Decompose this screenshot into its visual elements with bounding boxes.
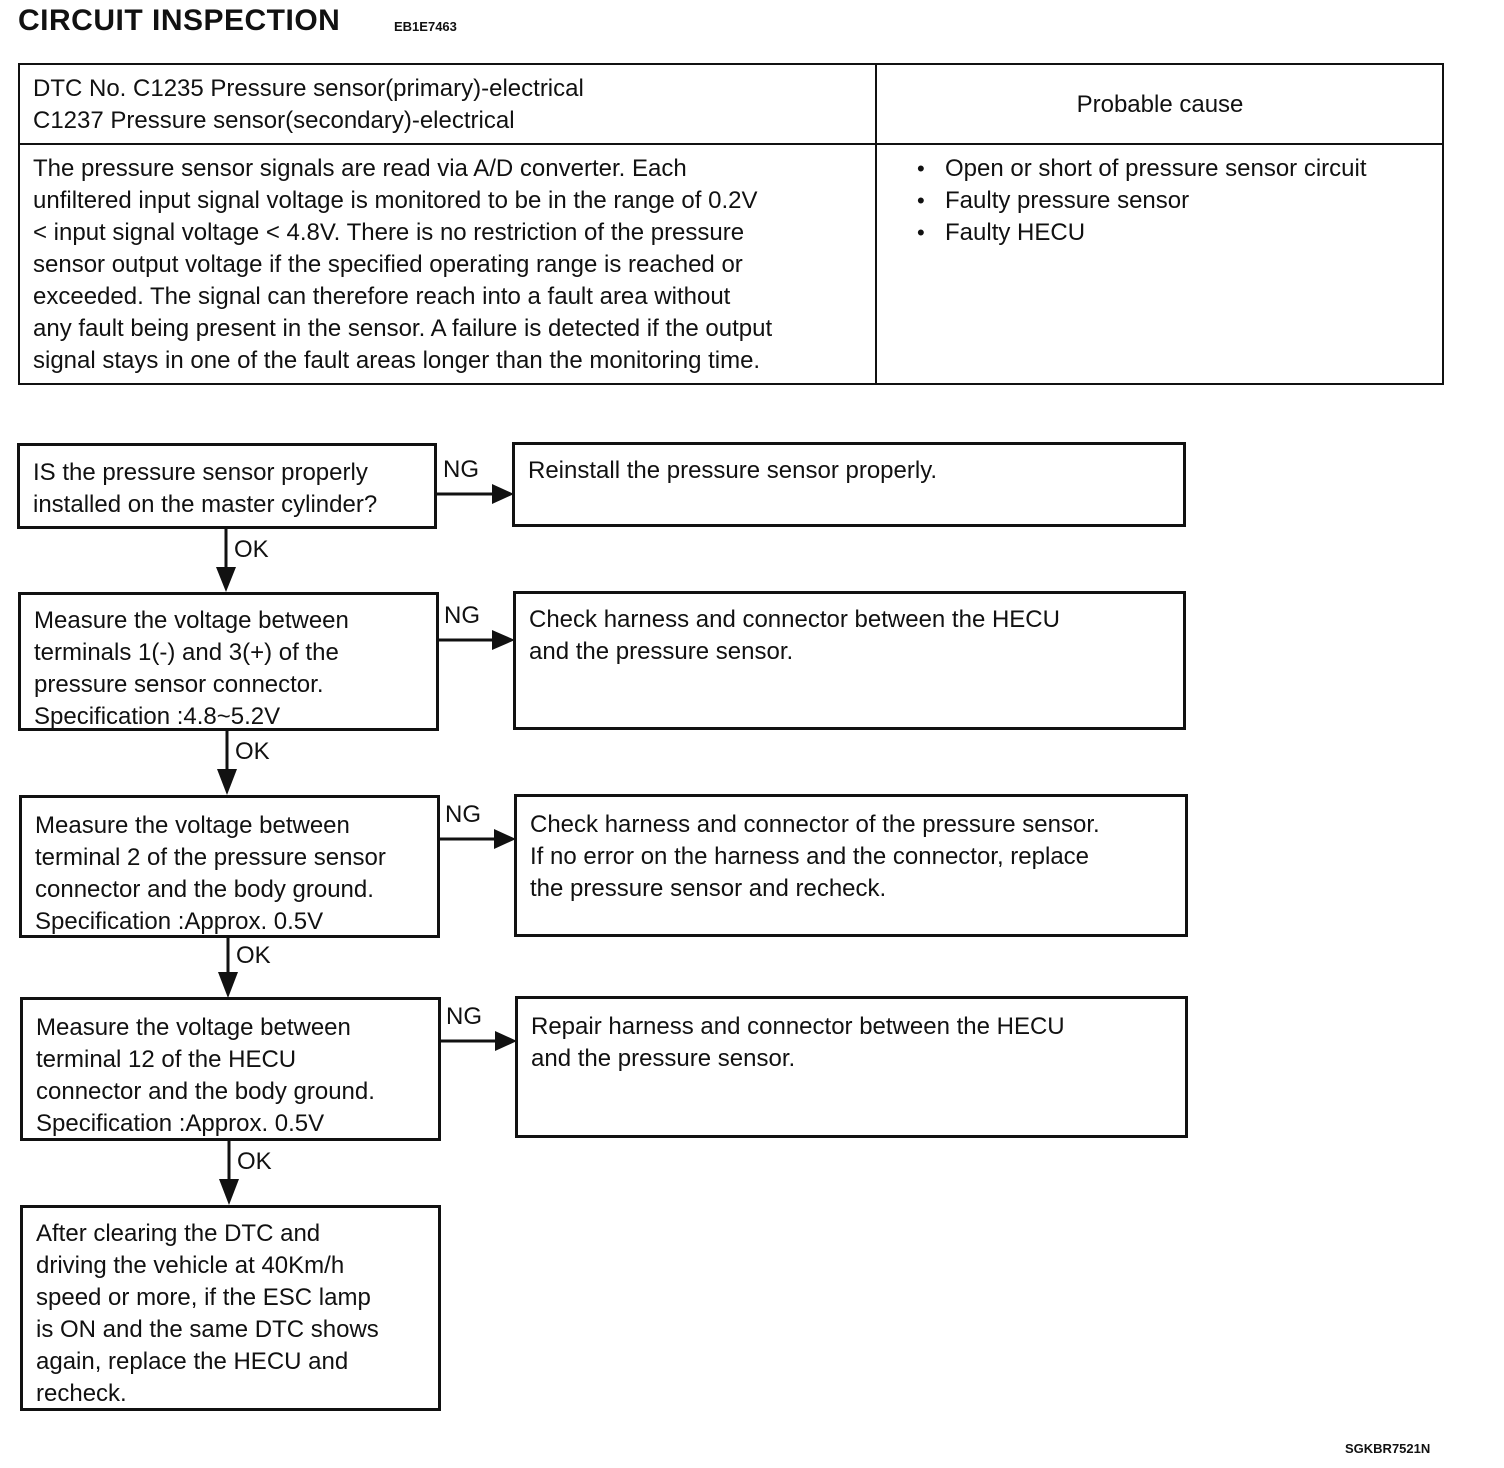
ng-arrow-4	[440, 1031, 517, 1051]
description-line: signal stays in one of the fault areas longer than the monitoring time.	[33, 347, 761, 374]
check-step-text: terminals 1(-) and 3(+) of the	[34, 639, 339, 666]
check-step-text: pressure sensor connector.	[34, 671, 324, 698]
ng-action-text: the pressure sensor and recheck.	[530, 875, 887, 902]
dtc-line-1: DTC No. C1235 Pressure sensor(primary)-electrical	[33, 75, 584, 102]
figure-code: SGKBR7521N	[1345, 1441, 1431, 1456]
ok-label-1: OK	[234, 536, 269, 563]
check-step-4	[20, 997, 441, 1141]
description-line: exceeded. The signal can therefore reach into a fault area without	[33, 283, 731, 310]
page-title: CIRCUIT INSPECTION	[18, 4, 341, 37]
ng-action-4	[515, 996, 1188, 1138]
ng-action-text: Check harness and connector of the pressure sensor.	[530, 811, 1100, 838]
description-line: sensor output voltage if the specified operating range is reached or	[33, 251, 743, 278]
ng-action-text: If no error on the harness and the connector, replace	[530, 843, 1090, 870]
final-step-text: After clearing the DTC and	[36, 1220, 321, 1247]
check-step-text: terminal 12 of the HECU	[36, 1046, 297, 1073]
ok-label-4: OK	[237, 1148, 272, 1175]
check-step-text: Specification :Approx. 0.5V	[36, 1110, 325, 1137]
ng-arrow-1	[436, 484, 514, 504]
dtc-line-2: C1237 Pressure sensor(secondary)-electrical	[33, 107, 515, 134]
description-line: any fault being present in the sensor. A failure is detected if the output	[33, 315, 773, 342]
check-step-text: Measure the voltage between	[34, 607, 349, 634]
check-step-text: IS the pressure sensor properly	[33, 459, 368, 486]
description-line: unfiltered input signal voltage is monitored to be in the range of 0.2V	[33, 187, 758, 214]
ok-arrow-2	[217, 730, 237, 795]
check-step-text: connector and the body ground.	[35, 876, 374, 903]
cause-text: Faulty pressure sensor	[945, 187, 1190, 214]
bullet-icon: •	[917, 188, 925, 213]
cause-text: Faulty HECU	[945, 219, 1086, 246]
document-code: EB1E7463	[394, 19, 457, 34]
check-step-text: connector and the body ground.	[36, 1078, 375, 1105]
ng-arrow-2	[438, 630, 515, 650]
check-step-text: terminal 2 of the pressure sensor	[35, 844, 386, 871]
ok-label-2: OK	[235, 738, 270, 765]
ng-action-3	[514, 794, 1188, 937]
ng-action-text: Reinstall the pressure sensor properly.	[528, 457, 938, 484]
final-step-text: driving the vehicle at 40Km/h	[36, 1252, 345, 1279]
cause-text: Open or short of pressure sensor circuit	[945, 155, 1367, 182]
check-step-text: installed on the master cylinder?	[33, 491, 378, 518]
bullet-icon: •	[917, 156, 925, 181]
ng-label-3: NG	[445, 801, 481, 828]
check-step-text: Specification :4.8~5.2V	[34, 703, 281, 730]
check-step-text: Measure the voltage between	[35, 812, 350, 839]
final-step-text: recheck.	[36, 1380, 127, 1407]
final-step	[20, 1205, 441, 1411]
ng-action-text: Check harness and connector between the HECU	[529, 606, 1060, 633]
ng-action-2	[513, 591, 1186, 730]
ng-arrow-3	[439, 829, 516, 849]
ng-label-1: NG	[443, 456, 479, 483]
bullet-icon: •	[917, 220, 925, 245]
ok-arrow-3	[218, 937, 238, 998]
probable-cause-header: Probable cause	[876, 64, 1443, 144]
check-step-2	[18, 592, 439, 731]
final-step-text: again, replace the HECU and	[36, 1348, 349, 1375]
check-step-text: Specification :Approx. 0.5V	[35, 908, 324, 935]
ng-action-1	[512, 442, 1186, 527]
check-step-text: Measure the voltage between	[36, 1014, 351, 1041]
ok-arrow-1	[216, 528, 236, 592]
ok-arrow-4	[219, 1140, 239, 1205]
ng-action-text: and the pressure sensor.	[529, 638, 794, 665]
ng-label-2: NG	[444, 602, 480, 629]
final-step-text: speed or more, if the ESC lamp	[36, 1284, 371, 1311]
check-step-3	[19, 795, 440, 938]
ok-label-3: OK	[236, 942, 271, 969]
check-step-1	[17, 443, 437, 529]
ng-action-text: Repair harness and connector between the HECU	[531, 1013, 1065, 1040]
description-line: < input signal voltage < 4.8V. There is no restriction of the pressure	[33, 219, 745, 246]
ng-label-4: NG	[446, 1003, 482, 1030]
final-step-text: is ON and the same DTC shows	[36, 1316, 379, 1343]
description-line: The pressure sensor signals are read via A/D converter. Each	[33, 155, 687, 182]
ng-action-text: and the pressure sensor.	[531, 1045, 796, 1072]
